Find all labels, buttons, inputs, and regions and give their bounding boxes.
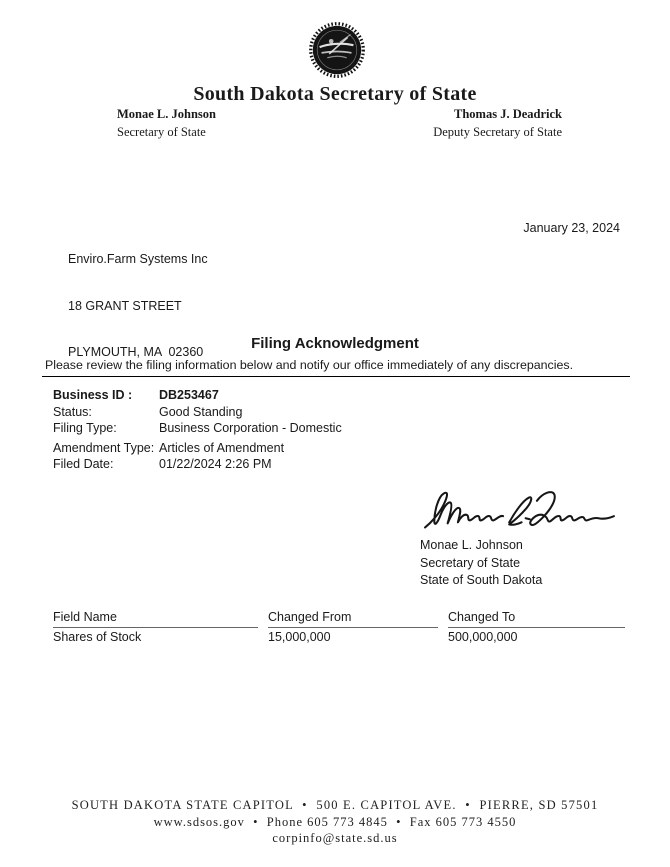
- recipient-name: Enviro.Farm Systems Inc: [68, 252, 208, 266]
- table-cell-field-name: Shares of Stock: [53, 630, 142, 644]
- table-cell-changed-to: 500,000,000: [448, 630, 518, 644]
- detail-label: Business ID :: [53, 388, 133, 402]
- deputy-secretary-name: Thomas J. Deadrick: [454, 107, 562, 121]
- detail-row-filing-type: [53, 420, 342, 437]
- signer-org: State of South Dakota: [420, 573, 543, 587]
- detail-value: Good Standing: [159, 404, 243, 419]
- footer-address-line: SOUTH DAKOTA STATE CAPITOL • 500 E. CAPITOL AVE. • PIERRE, SD 57501: [71, 798, 599, 812]
- detail-label: Filing Type:: [53, 421, 117, 435]
- column-header-changed-to: Changed To: [448, 610, 625, 628]
- detail-label: Status:: [53, 404, 92, 419]
- official-left: [117, 105, 216, 141]
- detail-label: Filed Date:: [53, 457, 114, 471]
- secretary-title: Secretary of State: [117, 125, 206, 139]
- signature-script-icon: [422, 484, 617, 536]
- letter-date: January 23, 2024: [523, 221, 620, 235]
- page-title: South Dakota Secretary of State: [193, 83, 477, 105]
- detail-row-filed-date: [53, 456, 342, 473]
- changes-table: [53, 610, 625, 644]
- deputy-secretary-title: Deputy Secretary of State: [433, 125, 562, 139]
- detail-value: Business Corporation - Domestic: [159, 421, 342, 435]
- recipient-city-state-zip: PLYMOUTH, MA 02360: [68, 345, 204, 359]
- official-right: [433, 105, 562, 141]
- detail-value: DB253467: [159, 388, 219, 402]
- column-header-field-name: Field Name: [53, 610, 258, 628]
- footer-contact-line: www.sdsos.gov • Phone 605 773 4845 • Fax 605 773 4550: [153, 815, 517, 829]
- section-heading: Filing Acknowledgment: [251, 335, 419, 352]
- state-seal-icon: [308, 20, 366, 80]
- detail-row-amendment-type: [53, 440, 342, 457]
- signer-title: Secretary of State: [420, 555, 521, 570]
- signer-name: Monae L. Johnson: [420, 538, 523, 552]
- detail-value: Articles of Amendment: [159, 440, 285, 455]
- column-header-changed-from: Changed From: [268, 610, 438, 628]
- detail-label: Amendment Type:: [53, 440, 155, 455]
- recipient-street: 18 GRANT STREET: [68, 298, 182, 313]
- footer-email: corpinfo@state.sd.us: [272, 831, 398, 845]
- review-notice: Please review the filing information below and notify our office immediately of any discrepancies.: [42, 358, 630, 377]
- detail-value: 01/22/2024 2:26 PM: [159, 457, 272, 471]
- detail-row-business-id: [53, 387, 342, 404]
- secretary-name: Monae L. Johnson: [117, 107, 216, 121]
- signature-block: [420, 537, 542, 590]
- table-cell-changed-from: 15,000,000: [268, 630, 331, 644]
- detail-row-status: [53, 404, 342, 421]
- filing-details: [53, 387, 342, 473]
